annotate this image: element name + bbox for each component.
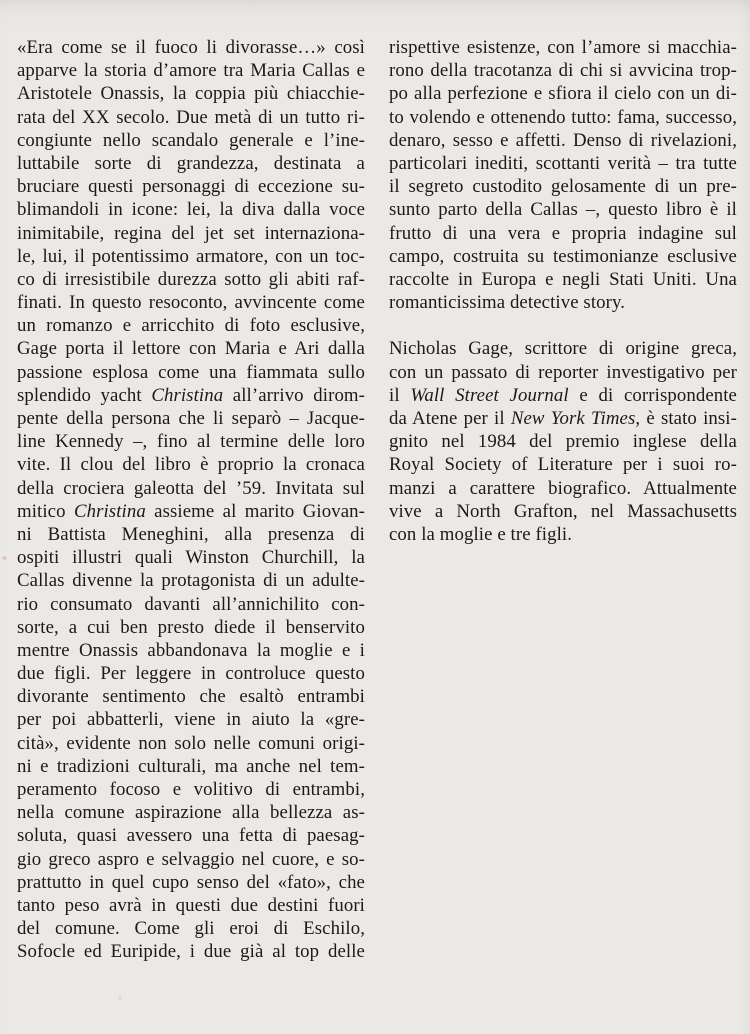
text-line bbox=[389, 245, 737, 268]
text-line bbox=[17, 82, 365, 105]
text-run: particolari inediti, scottanti verità – tra tutte bbox=[389, 152, 737, 174]
text-run: un romanzo e arricchito di foto esclusive, bbox=[17, 315, 365, 337]
italic-title-text: Christina bbox=[73, 500, 146, 522]
text-line bbox=[389, 129, 737, 152]
text-line bbox=[17, 453, 365, 476]
text-run: con un passato di reporter investigativo per bbox=[389, 361, 737, 383]
text-line bbox=[389, 361, 737, 384]
text-run: con la moglie e tre figli. bbox=[389, 523, 573, 545]
text-line bbox=[389, 59, 737, 82]
text-run: inimitabile, regina del jet set internaziona- bbox=[17, 222, 365, 244]
text-run: raccolte in Europa e negli Stati Uniti. Una bbox=[389, 268, 737, 290]
text-line bbox=[17, 106, 365, 129]
text-line bbox=[17, 569, 365, 592]
text-run: il segreto custodito gelosamente di un pre- bbox=[389, 176, 737, 198]
italic-title-text: Wall Street Journal bbox=[410, 384, 569, 406]
text-line bbox=[389, 291, 737, 314]
text-run: peramento focoso e volitivo di entrambi, bbox=[17, 779, 365, 800]
text-line bbox=[17, 801, 365, 824]
left-text-column bbox=[17, 36, 365, 964]
text-run: mitico bbox=[17, 500, 74, 522]
text-run: della crociera galeotta del ’59. Invitata sul bbox=[17, 477, 365, 499]
scan-speck bbox=[118, 996, 122, 1000]
text-line bbox=[17, 129, 365, 152]
text-run: rata del XX secolo. Due metà di un tutto ri- bbox=[17, 106, 365, 128]
text-line bbox=[17, 314, 365, 337]
text-line bbox=[17, 361, 365, 384]
text-run: due figli. Per leggere in controluce questo bbox=[17, 663, 365, 685]
text-run: splendido yacht bbox=[17, 384, 152, 406]
right-text-column bbox=[389, 36, 737, 546]
text-run: campo, costruita su testimonianze esclusive bbox=[389, 245, 737, 267]
text-line bbox=[17, 685, 365, 708]
text-run: blimandoli in icone: lei, la diva dalla voce bbox=[17, 199, 365, 221]
text-line bbox=[17, 940, 365, 963]
text-line bbox=[389, 407, 737, 430]
text-run: Royal Society of Literature per i suoi ro- bbox=[389, 454, 737, 476]
text-line bbox=[17, 848, 365, 871]
text-run: Aristotele Onassis, la coppia più chiacchie- bbox=[17, 83, 365, 105]
text-line bbox=[17, 268, 365, 291]
text-line bbox=[389, 500, 737, 523]
text-run: sunto parto della Callas –, questo libro è il bbox=[389, 199, 737, 221]
text-run: il bbox=[389, 384, 411, 406]
text-run: rio consumato davanti all’annichilito con- bbox=[17, 593, 365, 615]
text-run: assieme al marito Giovan- bbox=[145, 500, 365, 522]
text-run: pente della persona che li separò – Jacque- bbox=[17, 408, 365, 429]
text-run: ni e tradizioni culturali, ma anche nel tem- bbox=[17, 755, 365, 777]
text-line bbox=[389, 106, 737, 129]
text-run: luttabile sorte di grandezza, destinata a bbox=[17, 152, 365, 174]
text-line bbox=[17, 708, 365, 731]
text-run: divorante sentimento che esaltò entrambi bbox=[17, 686, 365, 708]
text-run: po alla perfezione e sfiora il cielo con un di- bbox=[389, 83, 737, 105]
text-line bbox=[389, 384, 737, 407]
text-line bbox=[17, 917, 365, 940]
text-run: del comune. Come gli eroi di Eschilo, bbox=[17, 918, 365, 940]
text-run: romanticissima detective story. bbox=[389, 292, 626, 314]
italic-title-text: Christina bbox=[151, 384, 224, 406]
text-run: Nicholas Gage, scrittore di origine greca, bbox=[389, 338, 737, 360]
text-line bbox=[389, 453, 737, 476]
text-run: tanto peso avrà in questi due destini fuori bbox=[17, 894, 365, 916]
text-line bbox=[17, 546, 365, 569]
text-line bbox=[17, 430, 365, 453]
text-run: congiunte nello scandalo generale e l’ine- bbox=[17, 129, 365, 151]
text-line bbox=[17, 616, 365, 639]
text-run: nella comune aspirazione alla bellezza as- bbox=[17, 802, 365, 824]
text-run: finati. In questo resoconto, avvincente come bbox=[17, 292, 365, 314]
text-line bbox=[389, 152, 737, 175]
text-line bbox=[17, 222, 365, 245]
text-run: Gage porta il lettore con Maria e Ari dalla bbox=[17, 338, 365, 360]
text-run: ni Battista Meneghini, alla presenza di bbox=[17, 523, 365, 545]
text-run: ospiti illustri quali Winston Churchill, la bbox=[17, 547, 365, 569]
text-run: line Kennedy –, fino al termine delle loro bbox=[17, 431, 365, 453]
text-run: gio greco aspro e selvaggio nel cuore, e so- bbox=[17, 848, 365, 870]
text-line bbox=[389, 337, 737, 360]
text-line bbox=[17, 291, 365, 314]
text-line bbox=[17, 175, 365, 198]
text-line bbox=[17, 36, 365, 59]
text-line bbox=[17, 407, 365, 430]
text-line bbox=[389, 523, 737, 546]
text-run: mentre Onassis abbandonava la moglie e i bbox=[17, 639, 365, 661]
text-line bbox=[17, 337, 365, 360]
text-run: manzi a carattere biografico. Attualmente bbox=[389, 477, 737, 499]
text-line bbox=[17, 662, 365, 685]
text-line bbox=[17, 59, 365, 82]
text-run: le, lui, il potentissimo armatore, con un toc- bbox=[17, 245, 365, 267]
text-line bbox=[17, 871, 365, 894]
text-run: vite. Il clou del libro è proprio la cronaca bbox=[17, 454, 365, 476]
text-line bbox=[389, 268, 737, 291]
text-run: rispettive esistenze, con l’amore si macchia- bbox=[389, 37, 737, 58]
text-line bbox=[17, 593, 365, 616]
text-run: Sofocle ed Euripide, i due già al top delle bbox=[17, 941, 365, 963]
text-run: frutto di una vera e propria indagine sul bbox=[389, 222, 737, 244]
text-run: rono della tracotanza di chi si avvicina trop- bbox=[389, 60, 737, 82]
text-line bbox=[17, 755, 365, 778]
text-run: bruciare questi personaggi di eccezione su- bbox=[17, 176, 365, 198]
text-line bbox=[17, 732, 365, 755]
text-line bbox=[17, 245, 365, 268]
text-line bbox=[17, 198, 365, 221]
text-run: per poi abbatterli, viene in aiuto la «gre- bbox=[17, 709, 365, 731]
text-line bbox=[389, 222, 737, 245]
italic-title-text: New York Times bbox=[510, 408, 636, 429]
text-line bbox=[389, 175, 737, 198]
text-line bbox=[17, 500, 365, 523]
text-line bbox=[17, 639, 365, 662]
text-run: da Atene per il bbox=[389, 408, 511, 429]
text-line bbox=[17, 824, 365, 847]
text-run: apparve la storia d’amore tra Maria Callas e bbox=[17, 60, 365, 82]
text-line bbox=[389, 430, 737, 453]
text-line bbox=[389, 36, 737, 59]
text-line bbox=[389, 82, 737, 105]
text-line bbox=[17, 523, 365, 546]
text-run: all’arrivo dirom- bbox=[223, 384, 365, 406]
text-run: Callas divenne la protagonista di un adulte- bbox=[17, 570, 365, 592]
text-run: prattutto in quel cupo senso del «fato», che bbox=[17, 871, 365, 893]
text-run: sorte, a cui ben presto diede il benservito bbox=[17, 616, 365, 638]
text-run: denaro, sesso e affetti. Denso di rivelazioni, bbox=[389, 129, 737, 151]
text-run: «Era come se il fuoco li divorasse…» così bbox=[17, 37, 365, 58]
text-run: gnito nel 1984 del premio inglese della bbox=[389, 431, 737, 453]
text-run: co di irresistibile durezza sotto gli abiti raf- bbox=[17, 268, 365, 290]
text-run: soluta, quasi avessero una fetta di paesag- bbox=[17, 825, 365, 847]
text-line bbox=[389, 477, 737, 500]
text-run: vive a North Grafton, nel Massachusetts bbox=[389, 500, 737, 522]
text-line bbox=[17, 778, 365, 801]
text-line bbox=[17, 152, 365, 175]
scan-speck bbox=[2, 556, 7, 560]
text-line bbox=[17, 894, 365, 917]
text-run: passione esplosa come una fiammata sullo bbox=[17, 361, 365, 383]
text-run: to volendo e ottenendo tutto: fama, successo, bbox=[389, 106, 737, 128]
text-line bbox=[17, 477, 365, 500]
text-run: cità», evidente non solo nelle comuni origi- bbox=[17, 732, 365, 754]
text-run: e di corrispondente bbox=[568, 384, 737, 406]
text-run: , è stato insi- bbox=[635, 408, 737, 429]
text-line bbox=[389, 198, 737, 221]
text-line bbox=[17, 384, 365, 407]
